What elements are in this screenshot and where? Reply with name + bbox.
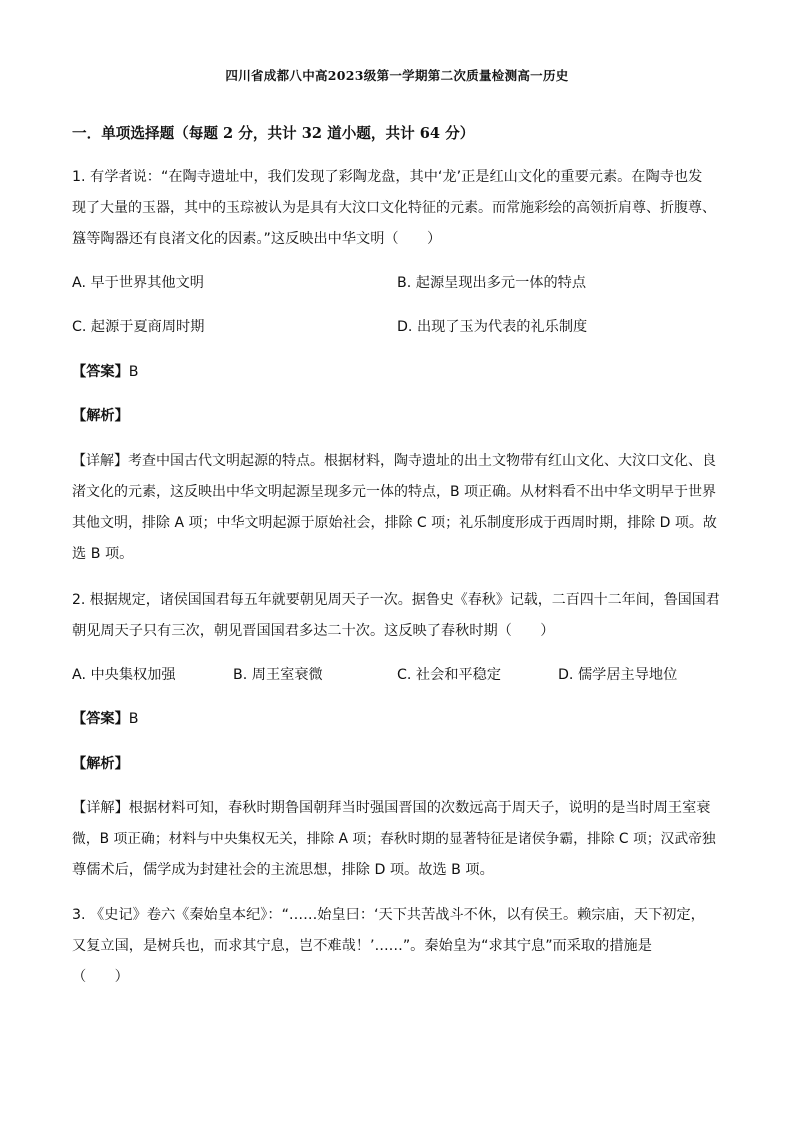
q1-answer [72,362,139,382]
q2-detail-line-1: 【详解】根据材料可知，春秋时期鲁国朝拜当时强国晋国的次数远高于周天子，说明的是当时周王室衰 [72,800,711,816]
q2-analysis-label: 【解析】 [72,756,129,772]
q1-analysis-label: 【解析】 [72,408,129,424]
page-title: 四川省成都八中高2023级第一学期第二次质量检测高一历史 [225,68,569,83]
q1-answer-label: 【答案】 [72,364,129,380]
q1-answer-value: B [128,364,139,380]
q1-stem-line-2: 现了大量的玉器，其中的玉琮被认为是具有大汶口文化特征的元素。而常施彩绘的高领折肩尊、折腹尊、 [72,200,716,216]
q3-stem-line-1: 3. 《史记》卷六《秦始皇本纪》：“……始皇曰：‘天下共苦战斗不休，以有侯王。赖宗庙，天下初定， [72,907,705,923]
q1-option-c: C. 起源于夏商周时期 [72,319,205,335]
q2-option-c: C. 社会和平稳定 [397,667,502,683]
q1-option-a: A. 早于世界其他文明 [72,275,204,291]
q2-stem-line-1: 2. 根据规定，诸侯国国君每五年就要朝见周天子一次。据鲁史《春秋》记载，二百四十二年间，鲁国国君 [72,592,720,608]
q3-stem-line-3: （ ） [72,969,129,985]
q1-detail-line-4: 选 B 项。 [72,546,134,562]
q2-stem-line-2: 朝见周天子只有三次，朝见晋国国君多达二十次。这反映了春秋时期（ ） [72,623,555,639]
q1-detail-line-1: 【详解】考查中国古代文明起源的特点。根据材料，陶寺遗址的出土文物带有红山文化、大汶口文化、良 [72,453,716,469]
section-heading: 一．单项选择题（每题 2 分，共计 32 道小题，共计 64 分） [72,125,475,142]
q1-detail-line-2: 渚文化的元素，这反映出中华文明起源呈现多元一体的特点，B 项正确。从材料看不出中华文明早于世界 [72,484,717,500]
q3-stem-line-2: 又复立国，是树兵也，而求其宁息，岂不难哉！’……”。秦始皇为“求其宁息”而采取的措施是 [72,938,652,954]
q1-option-b: B. 起源呈现出多元一体的特点 [397,275,587,291]
q2-option-a: A. 中央集权加强 [72,667,176,683]
q1-stem-line-3: 簋等陶器还有良渚文化的因素。”这反映出中华文明（ ） [72,231,442,247]
q1-detail-line-3: 其他文明，排除 A 项；中华文明起源于原始社会，排除 C 项；礼乐制度形成于西周时期，排除 D 项。故 [72,515,717,531]
q2-option-b: B. 周王室衰微 [233,667,323,683]
q2-detail-line-3: 尊儒术后，儒学成为封建社会的主流思想，排除 D 项。故选 B 项。 [72,862,494,878]
q1-stem-line-1: 1. 有学者说：“在陶寺遗址中，我们发现了彩陶龙盘，其中‘龙’正是红山文化的重要元素。在陶寺也发 [72,169,703,185]
q1-option-d: D. 出现了玉为代表的礼乐制度 [397,319,588,335]
q2-answer-value: B [128,711,139,727]
q2-option-d: D. 儒学居主导地位 [558,667,678,683]
q2-answer [72,709,139,729]
q2-answer-label: 【答案】 [72,711,129,727]
q2-detail-line-2: 微，B 项正确；材料与中央集权无关，排除 A 项；春秋时期的显著特征是诸侯争霸，排除 C 项；汉武帝独 [72,831,716,847]
